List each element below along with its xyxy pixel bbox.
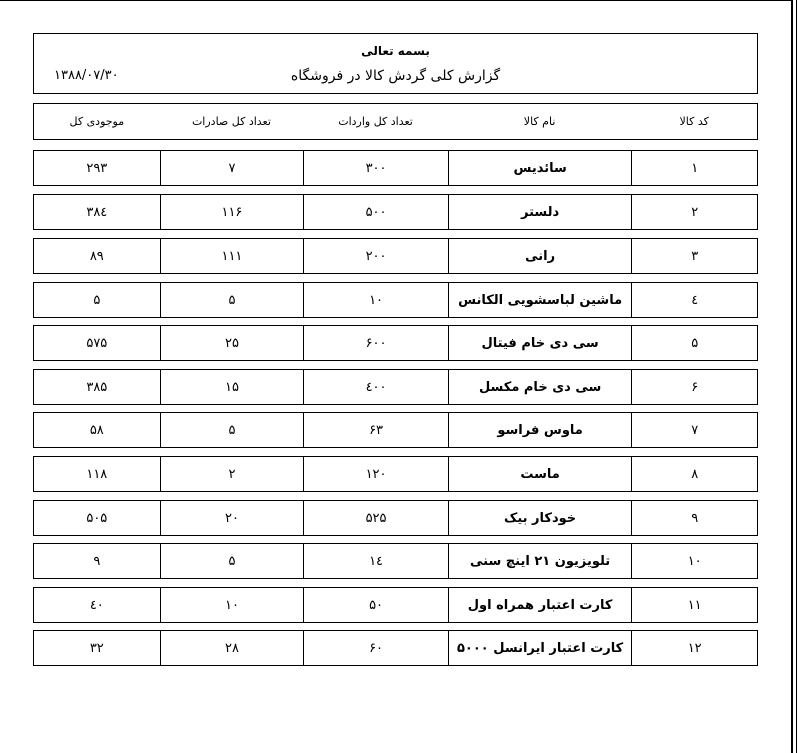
cell-name: تلویزیون ۲۱ اینچ سنی xyxy=(448,544,632,578)
cell-exports: ۱۱۱ xyxy=(160,239,304,273)
column-header-exports: تعداد کل صادرات xyxy=(191,115,271,128)
cell-stock: ۸۹ xyxy=(89,248,104,264)
table-row xyxy=(33,238,758,274)
table-row xyxy=(33,194,758,230)
column-header-imports: تعداد کل واردات xyxy=(338,115,413,128)
cell-stock: ۲۹۳ xyxy=(86,160,108,176)
cell-code: ۱۱ xyxy=(631,588,757,622)
report-header-box xyxy=(33,33,758,94)
cell-imports: ۵۲۵ xyxy=(303,501,448,535)
column-header-stock: موجودی کل xyxy=(69,115,125,128)
page-border-right xyxy=(791,0,793,753)
cell-code: ٤ xyxy=(631,283,757,317)
cell-exports: ۲۵ xyxy=(160,326,304,360)
cell-stock: ۵۰۵ xyxy=(86,510,108,526)
cell-name: کارت اعتبار ایرانسل ۵۰۰۰ xyxy=(448,631,632,665)
cell-stock: ۱۱۸ xyxy=(86,466,108,482)
table-header xyxy=(33,103,758,140)
table-row xyxy=(33,150,758,186)
cell-exports: ۲۰ xyxy=(160,501,304,535)
cell-exports: ۵ xyxy=(160,544,304,578)
cell-exports: ۷ xyxy=(160,151,304,185)
cell-stock: ۳۲ xyxy=(89,640,104,656)
cell-code: ۹ xyxy=(631,501,757,535)
table-row xyxy=(33,500,758,536)
table-row xyxy=(33,282,758,318)
cell-name: سائدیس xyxy=(448,151,632,185)
cell-imports: ۱۲۰ xyxy=(303,457,448,491)
cell-exports: ۱۰ xyxy=(160,588,304,622)
cell-stock: ٤۰ xyxy=(89,597,104,613)
cell-stock: ۹ xyxy=(93,553,101,569)
cell-exports: ۵ xyxy=(160,413,304,447)
report-title: گزارش کلی گردش کالا در فروشگاه xyxy=(290,68,501,84)
cell-name: سی دی خام مکسل xyxy=(448,370,632,404)
table-row xyxy=(33,630,758,666)
cell-name: دلستر xyxy=(448,195,632,229)
column-header-name: نام کالا xyxy=(523,115,556,128)
cell-name: رانی xyxy=(448,239,632,273)
cell-code: ۱۰ xyxy=(631,544,757,578)
cell-code: ۵ xyxy=(631,326,757,360)
cell-name: کارت اعتبار همراه اول xyxy=(448,588,632,622)
cell-stock: ۳۸۵ xyxy=(86,379,108,395)
column-header-code: کد کالا xyxy=(679,115,709,128)
cell-imports: ۲۰۰ xyxy=(303,239,448,273)
cell-exports: ۵ xyxy=(160,283,304,317)
cell-code: ۳ xyxy=(631,239,757,273)
cell-code: ۶ xyxy=(631,370,757,404)
page-border-top xyxy=(0,0,793,1)
cell-stock: ۵۸ xyxy=(89,422,104,438)
table-row xyxy=(33,412,758,448)
table-row xyxy=(33,325,758,361)
cell-code: ۷ xyxy=(631,413,757,447)
cell-imports: ۶۰۰ xyxy=(303,326,448,360)
table-row xyxy=(33,543,758,579)
cell-imports: ۱٤ xyxy=(303,544,448,578)
table-row xyxy=(33,369,758,405)
cell-stock: ۳۸٤ xyxy=(86,204,108,220)
table-row xyxy=(33,587,758,623)
cell-name: ماوس فراسو xyxy=(448,413,632,447)
page-border-right-outer xyxy=(796,0,797,753)
cell-code: ۸ xyxy=(631,457,757,491)
cell-code: ۱ xyxy=(631,151,757,185)
cell-code: ۲ xyxy=(631,195,757,229)
cell-imports: ۶۳ xyxy=(303,413,448,447)
cell-exports: ۱۵ xyxy=(160,370,304,404)
cell-exports: ۲۸ xyxy=(160,631,304,665)
cell-imports: ۳۰۰ xyxy=(303,151,448,185)
cell-imports: ٤۰۰ xyxy=(303,370,448,404)
cell-imports: ۵۰ xyxy=(303,588,448,622)
cell-imports: ۱۰ xyxy=(303,283,448,317)
cell-stock: ۵۷۵ xyxy=(86,335,108,351)
cell-exports: ۲ xyxy=(160,457,304,491)
cell-name: سی دی خام فیتال xyxy=(448,326,632,360)
cell-name: ماست xyxy=(448,457,632,491)
cell-exports: ۱۱۶ xyxy=(160,195,304,229)
cell-stock: ۵ xyxy=(93,292,101,308)
cell-name: ماشین لباسشویی الکانس xyxy=(448,283,632,317)
table-row xyxy=(33,456,758,492)
cell-code: ۱۲ xyxy=(631,631,757,665)
basmala: بسمه تعالی xyxy=(361,44,430,58)
cell-name: خودکار بیک xyxy=(448,501,632,535)
report-date: ۱۳۸۸/۰۷/۳۰ xyxy=(54,68,119,83)
cell-imports: ۶۰ xyxy=(303,631,448,665)
cell-imports: ۵۰۰ xyxy=(303,195,448,229)
